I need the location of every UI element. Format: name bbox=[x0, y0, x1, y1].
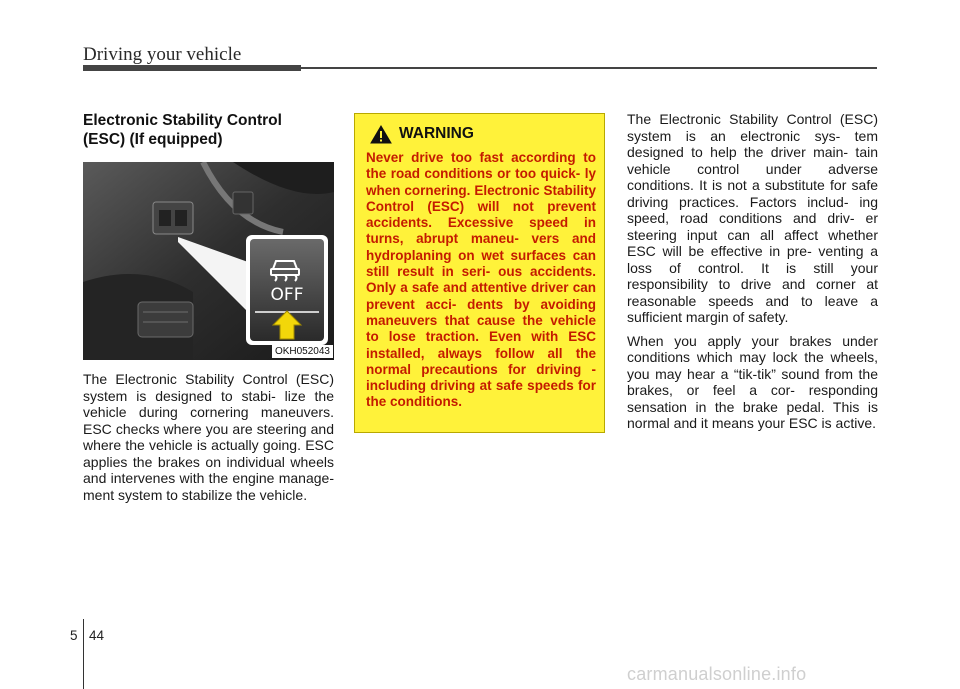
switch-left bbox=[159, 210, 171, 226]
chapter-number: 5 bbox=[70, 628, 78, 643]
section-title bbox=[83, 111, 334, 149]
right-column bbox=[627, 111, 878, 432]
esc-braking-paragraph: When you apply your brakes under conditions which may lock the wheels, you may hear a “tik-tik” sound from the brakes, or feel a cor- responding sensation in the brake pedal. This is normal and it means your ESC is active. bbox=[627, 332, 878, 431]
header-rule-accent bbox=[83, 65, 301, 71]
dashboard-illustration bbox=[83, 162, 334, 360]
warning-text: Never drive too fast according to the road conditions or too quick- ly when cornering. Electronic Stability Control (ESC) will not prevent accidents. Excessive speed in turns, abrupt maneu- vers and hydroplaning on wet surfaces can still result in seri- ous accidents. Only a safe and attentive driver can prevent acci- dents by avoiding maneuvers that cause the vehicle to lose traction. Even with ESC installed, always follow all the normal precautions for driving - including driving at safe speeds for the conditions. bbox=[366, 150, 596, 410]
vent-control bbox=[233, 192, 253, 214]
warning-title: WARNING bbox=[399, 125, 474, 142]
left-column bbox=[83, 111, 334, 503]
page-header-title: Driving your vehicle bbox=[83, 44, 242, 65]
section-title-line1: Electronic Stability Control bbox=[83, 112, 282, 129]
warning-triangle-icon bbox=[370, 125, 392, 144]
figure-code: OKH052043 bbox=[272, 345, 333, 358]
pedal bbox=[138, 302, 193, 337]
section-title-line2: (ESC) (If equipped) bbox=[83, 131, 223, 148]
esc-system-paragraph: The Electronic Stability Control (ESC) system is an electronic sys- tem designed to help the driver main- tain vehicle control under adverse conditions. It is not a substitute for safe driving practices. Factors includ- ing speed, road conditions and driv- er steering input can all affect whether ESC will be effective in pre- venting a loss of control. It is still your responsibility to drive and corner at reasonable speeds and to leave a sufficient margin of safety. bbox=[627, 111, 878, 325]
footer-divider bbox=[83, 619, 84, 689]
switch-right bbox=[175, 210, 187, 226]
esc-dashboard-figure bbox=[83, 162, 334, 360]
warning-header bbox=[370, 123, 596, 145]
watermark: carmanualsonline.info bbox=[627, 664, 807, 684]
esc-button-label: OFF bbox=[270, 285, 304, 305]
warning-box bbox=[354, 113, 605, 433]
esc-description-paragraph: The Electronic Stability Control (ESC) system is designed to stabi- lize the vehicle during cornering maneuvers. ESC checks where you are steering and where the vehicle is actually going. ESC applies the brakes on individual wheels and intervenes with the engine manage- ment system to stabilize the vehicle. bbox=[83, 371, 334, 503]
page-number: 44 bbox=[89, 628, 105, 643]
